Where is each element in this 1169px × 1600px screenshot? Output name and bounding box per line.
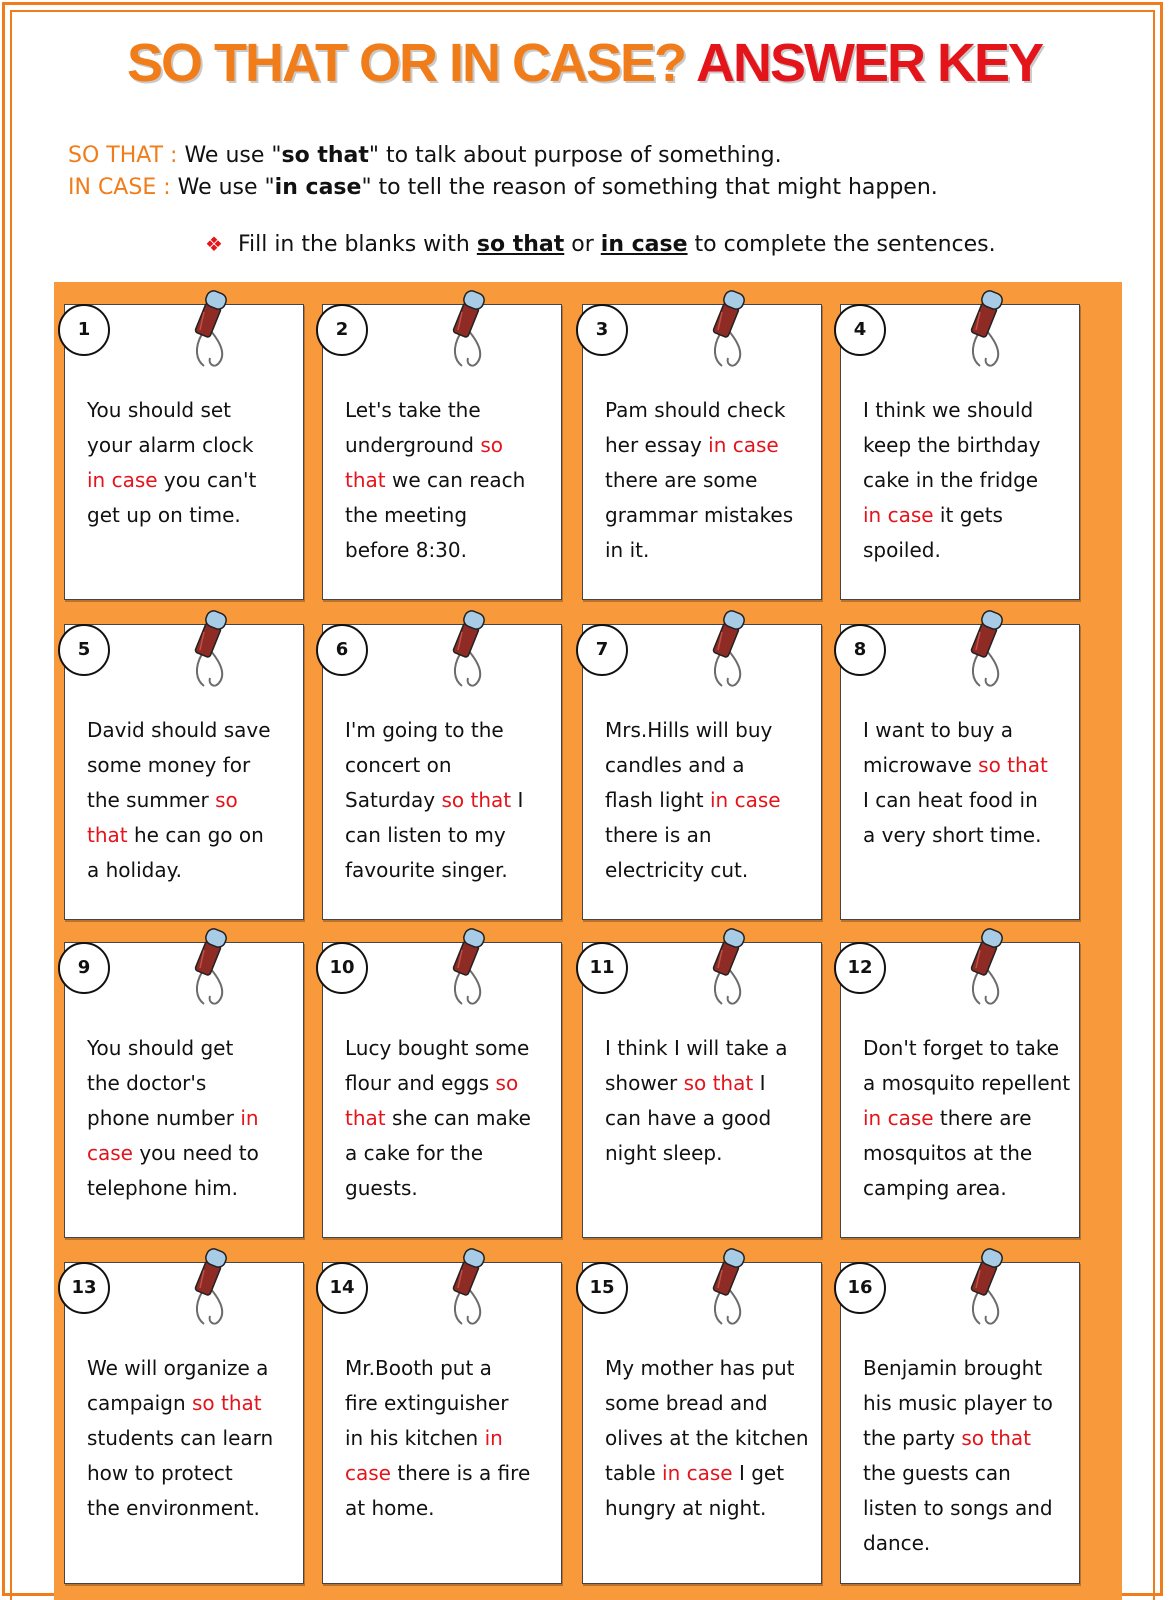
card-number-badge: 15 xyxy=(576,1262,628,1314)
sentence-line xyxy=(863,1101,1075,1136)
definition-text: We use " xyxy=(184,143,282,168)
sentence-line xyxy=(863,393,1075,428)
sentence-line xyxy=(863,1171,1075,1206)
answer-text: so that xyxy=(191,1391,262,1415)
answer-text: case xyxy=(345,1461,391,1485)
sentence-text: concert on xyxy=(345,753,452,777)
sentence-text: We will organize a xyxy=(87,1356,269,1380)
card-sentence xyxy=(345,393,557,568)
definition-text: " to talk about purpose of something. xyxy=(368,143,782,168)
sentence-line xyxy=(863,1386,1075,1421)
instruction-text: to complete the sentences. xyxy=(694,232,996,257)
sentence-text: the doctor's xyxy=(87,1071,207,1095)
pushpin-icon xyxy=(958,610,1012,690)
card-number-badge: 6 xyxy=(316,624,368,676)
answer-text: that xyxy=(345,468,386,492)
card-number-badge: 2 xyxy=(316,304,368,356)
sentence-text: Let's take the xyxy=(345,398,481,422)
card-sentence xyxy=(605,713,817,888)
sentence-text: microwave xyxy=(863,753,979,777)
sentence-line xyxy=(863,1351,1075,1386)
card-number-badge: 16 xyxy=(834,1262,886,1314)
pushpin-icon xyxy=(440,610,494,690)
sentence-text: her essay xyxy=(605,433,709,457)
sentence-text: I xyxy=(753,1071,766,1095)
sentence-text: in it. xyxy=(605,538,650,562)
definition-keyword: in case xyxy=(274,175,362,200)
sentence-line xyxy=(87,1456,299,1491)
sentence-text: hungry at night. xyxy=(605,1496,767,1520)
sentence-line xyxy=(863,1031,1075,1066)
instruction-option-so-that: so that xyxy=(476,232,565,257)
sentence-line xyxy=(863,1526,1075,1561)
card-sentence xyxy=(605,1351,817,1526)
sentence-text: underground xyxy=(345,433,481,457)
sentence-line xyxy=(605,1386,817,1421)
sentence-line xyxy=(87,1386,299,1421)
card-number-badge: 14 xyxy=(316,1262,368,1314)
sentence-line xyxy=(345,1101,557,1136)
sentence-text: spoiled. xyxy=(863,538,941,562)
sentence-line xyxy=(87,853,299,888)
sentence-text: Benjamin brought xyxy=(863,1356,1043,1380)
sentence-text: you can't xyxy=(157,468,257,492)
sentence-line xyxy=(87,1066,299,1101)
card-number-badge: 5 xyxy=(58,624,110,676)
sentence-line xyxy=(863,1066,1075,1101)
sentence-line xyxy=(87,1421,299,1456)
sentence-text: some bread and xyxy=(605,1391,768,1415)
definition-so-that xyxy=(68,143,782,168)
card-number-badge: 12 xyxy=(834,942,886,994)
sentence-line xyxy=(345,1066,557,1101)
definition-keyword: so that xyxy=(281,143,369,168)
answer-text: so xyxy=(495,1071,519,1095)
sentence-line xyxy=(87,783,299,818)
answer-text: in xyxy=(484,1426,503,1450)
sentence-line xyxy=(87,498,299,533)
instruction-text: or xyxy=(571,232,594,257)
title-question: SO THAT OR IN CASE? xyxy=(126,33,685,93)
card-number-badge: 4 xyxy=(834,304,886,356)
answer-text: in xyxy=(240,1106,259,1130)
sentence-line xyxy=(863,1136,1075,1171)
sentence-text: Mrs.Hills will buy xyxy=(605,718,773,742)
card-number-badge: 7 xyxy=(576,624,628,676)
sentence-text: mosquitos at the xyxy=(863,1141,1033,1165)
sentence-text: olives at the kitchen xyxy=(605,1426,809,1450)
answer-text: in case xyxy=(87,468,158,492)
sentence-text: dance. xyxy=(863,1531,931,1555)
sentence-text: Saturday xyxy=(345,788,442,812)
sentence-line xyxy=(863,463,1075,498)
sentence-text: You should set xyxy=(87,398,232,422)
answer-text: so xyxy=(480,433,503,457)
answer-text: in case xyxy=(863,1106,934,1130)
sentence-line xyxy=(345,533,557,568)
sentence-text: his music player to xyxy=(863,1391,1053,1415)
sentence-line xyxy=(863,818,1075,853)
sentence-text: you need to xyxy=(132,1141,259,1165)
sentence-line xyxy=(87,748,299,783)
card-sentence xyxy=(345,1031,557,1206)
sentence-text: the guests can xyxy=(863,1461,1011,1485)
sentence-text: there is a fire xyxy=(390,1461,531,1485)
sentence-line xyxy=(605,428,817,463)
sentence-text: the party xyxy=(863,1426,962,1450)
definition-label: SO THAT : xyxy=(68,143,178,168)
sentence-line xyxy=(863,1456,1075,1491)
pushpin-icon xyxy=(700,928,754,1008)
sentence-line xyxy=(605,393,817,428)
sentence-text: she can make xyxy=(385,1106,531,1130)
sentence-line xyxy=(863,1491,1075,1526)
sentence-line xyxy=(863,748,1075,783)
sentence-text: Don't forget to take xyxy=(863,1036,1060,1060)
pushpin-icon xyxy=(700,610,754,690)
sentence-line xyxy=(87,428,299,463)
sentence-text: cake in the fridge xyxy=(863,468,1039,492)
sentence-text: I get xyxy=(732,1461,785,1485)
sentence-text: favourite singer. xyxy=(345,858,508,882)
sentence-line xyxy=(605,1351,817,1386)
card-sentence xyxy=(863,393,1075,568)
sentence-text: David should save xyxy=(87,718,271,742)
sentence-text: get up on time. xyxy=(87,503,241,527)
card-sentence xyxy=(863,1031,1075,1206)
sentence-text: I think I will take a xyxy=(605,1036,788,1060)
cork-board xyxy=(54,282,1122,1600)
answer-text: that xyxy=(345,1106,386,1130)
sentence-line xyxy=(605,818,817,853)
sentence-line xyxy=(863,498,1075,533)
sentence-text: Mr.Booth put a xyxy=(345,1356,492,1380)
sentence-text: the environment. xyxy=(87,1496,260,1520)
sentence-text: Lucy bought some xyxy=(345,1036,530,1060)
instruction xyxy=(205,232,996,257)
sentence-text: your alarm clock xyxy=(87,433,254,457)
pushpin-icon xyxy=(440,290,494,370)
sentence-line xyxy=(605,1456,817,1491)
card-sentence xyxy=(605,393,817,568)
sentence-line xyxy=(345,1171,557,1206)
sentence-line xyxy=(605,713,817,748)
sentence-line xyxy=(87,1101,299,1136)
sentence-line xyxy=(345,1456,557,1491)
sentence-text: telephone him. xyxy=(87,1176,239,1200)
sentence-line xyxy=(87,1031,299,1066)
sentence-text: I'm going to the xyxy=(345,718,504,742)
sentence-text: a mosquito repellent xyxy=(863,1071,1071,1095)
sentence-line xyxy=(345,1351,557,1386)
sentence-line xyxy=(87,393,299,428)
sentence-text: can listen to my xyxy=(345,823,506,847)
sentence-text: in his kitchen xyxy=(345,1426,485,1450)
sentence-text: there is an xyxy=(605,823,712,847)
sentence-line xyxy=(345,1421,557,1456)
sentence-text: I want to buy a xyxy=(863,718,1013,742)
sentence-text: shower xyxy=(605,1071,684,1095)
card-number-badge: 8 xyxy=(834,624,886,676)
sentence-line xyxy=(605,748,817,783)
card-sentence xyxy=(87,393,299,533)
sentence-line xyxy=(863,533,1075,568)
sentence-text: table xyxy=(605,1461,663,1485)
pushpin-icon xyxy=(700,290,754,370)
card-sentence xyxy=(87,713,299,888)
sentence-text: flour and eggs xyxy=(345,1071,496,1095)
sentence-line xyxy=(87,713,299,748)
sentence-text: I xyxy=(511,788,524,812)
sentence-line xyxy=(345,853,557,888)
sentence-text: some money for xyxy=(87,753,251,777)
sentence-text: grammar mistakes xyxy=(605,503,794,527)
sentence-text: campaign xyxy=(87,1391,192,1415)
sentence-line xyxy=(605,1421,817,1456)
sentence-text: You should get xyxy=(87,1036,234,1060)
sentence-line xyxy=(345,748,557,783)
card-number-badge: 3 xyxy=(576,304,628,356)
answer-text: so that xyxy=(441,788,512,812)
card-sentence xyxy=(345,713,557,888)
pushpin-icon xyxy=(182,928,236,1008)
sentence-text: can have a good xyxy=(605,1106,772,1130)
card-sentence xyxy=(605,1031,817,1171)
sentence-text: I think we should xyxy=(863,398,1034,422)
sentence-text: night sleep. xyxy=(605,1141,723,1165)
answer-text: so that xyxy=(683,1071,754,1095)
sentence-text: keep the birthday xyxy=(863,433,1041,457)
sentence-text: camping area. xyxy=(863,1176,1007,1200)
pushpin-icon xyxy=(700,1248,754,1328)
sentence-text: a very short time. xyxy=(863,823,1042,847)
card-number-badge: 1 xyxy=(58,304,110,356)
sentence-line xyxy=(87,818,299,853)
answer-text: that xyxy=(87,823,128,847)
sentence-text: My mother has put xyxy=(605,1356,795,1380)
sentence-line xyxy=(345,393,557,428)
instruction-text: Fill in the blanks with xyxy=(237,232,470,257)
sentence-text: students can learn xyxy=(87,1426,274,1450)
sentence-text: the summer xyxy=(87,788,216,812)
sentence-text: we can reach xyxy=(385,468,526,492)
sentence-line xyxy=(605,1491,817,1526)
definition-text: " to tell the reason of something that might happen. xyxy=(361,175,938,200)
sentence-text: I can heat food in xyxy=(863,788,1038,812)
sentence-line xyxy=(605,783,817,818)
sentence-line xyxy=(863,783,1075,818)
pushpin-icon xyxy=(958,928,1012,1008)
sentence-text: Pam should check xyxy=(605,398,786,422)
card-number-badge: 13 xyxy=(58,1262,110,1314)
pushpin-icon xyxy=(440,1248,494,1328)
sentence-line xyxy=(605,498,817,533)
sentence-line xyxy=(87,1351,299,1386)
pushpin-icon xyxy=(958,290,1012,370)
pushpin-icon xyxy=(182,610,236,690)
answer-text: so xyxy=(215,788,238,812)
sentence-line xyxy=(605,1031,817,1066)
sentence-text: he can go on xyxy=(127,823,264,847)
answer-text: so that xyxy=(961,1426,1032,1450)
sentence-text: phone number xyxy=(87,1106,241,1130)
sentence-text: listen to songs and xyxy=(863,1496,1053,1520)
sentence-line xyxy=(345,783,557,818)
pushpin-icon xyxy=(182,1248,236,1328)
answer-text: in case xyxy=(708,433,779,457)
title-answer-key: ANSWER KEY xyxy=(695,33,1043,93)
sentence-line xyxy=(863,428,1075,463)
sentence-text: there are xyxy=(933,1106,1032,1130)
pushpin-icon xyxy=(440,928,494,1008)
sentence-line xyxy=(605,463,817,498)
diamond-bullet-icon: ❖ xyxy=(205,232,223,256)
sentence-line xyxy=(87,1491,299,1526)
sentence-line xyxy=(605,853,817,888)
answer-text: case xyxy=(87,1141,133,1165)
sentence-text: at home. xyxy=(345,1496,435,1520)
sentence-line xyxy=(345,713,557,748)
sentence-line xyxy=(87,463,299,498)
sentence-line xyxy=(605,1066,817,1101)
sentence-line xyxy=(605,1101,817,1136)
sentence-text: a cake for the xyxy=(345,1141,484,1165)
sentence-line xyxy=(345,1491,557,1526)
sentence-text: electricity cut. xyxy=(605,858,749,882)
definition-in-case xyxy=(68,175,938,200)
sentence-text: a holiday. xyxy=(87,858,182,882)
sentence-line xyxy=(345,428,557,463)
sentence-text: fire extinguisher xyxy=(345,1391,509,1415)
answer-text: in case xyxy=(863,503,934,527)
card-sentence xyxy=(87,1351,299,1526)
answer-text: in case xyxy=(710,788,781,812)
pushpin-icon xyxy=(182,290,236,370)
card-sentence xyxy=(345,1351,557,1526)
card-number-badge: 9 xyxy=(58,942,110,994)
sentence-line xyxy=(345,498,557,533)
page-title xyxy=(0,32,1169,94)
card-sentence xyxy=(863,1351,1075,1561)
sentence-line xyxy=(345,818,557,853)
card-number-badge: 10 xyxy=(316,942,368,994)
card-sentence xyxy=(87,1031,299,1206)
card-number-badge: 11 xyxy=(576,942,628,994)
definition-text: We use " xyxy=(177,175,275,200)
sentence-text: there are some xyxy=(605,468,758,492)
sentence-line xyxy=(345,463,557,498)
definition-label: IN CASE : xyxy=(68,175,171,200)
sentence-line xyxy=(863,713,1075,748)
sentence-text: the meeting xyxy=(345,503,468,527)
sentence-line xyxy=(345,1136,557,1171)
sentence-text: flash light xyxy=(605,788,710,812)
sentence-text: guests. xyxy=(345,1176,418,1200)
sentence-line xyxy=(87,1171,299,1206)
sentence-text: before 8:30. xyxy=(345,538,467,562)
sentence-line xyxy=(863,1421,1075,1456)
instruction-option-in-case: in case xyxy=(600,232,688,257)
sentence-line xyxy=(605,533,817,568)
sentence-line xyxy=(87,1136,299,1171)
sentence-line xyxy=(345,1031,557,1066)
card-sentence xyxy=(863,713,1075,853)
answer-text: so that xyxy=(978,753,1048,777)
sentence-text: it gets xyxy=(933,503,1003,527)
sentence-line xyxy=(345,1386,557,1421)
answer-text: in case xyxy=(662,1461,733,1485)
sentence-text: candles and a xyxy=(605,753,745,777)
sentence-line xyxy=(605,1136,817,1171)
pushpin-icon xyxy=(958,1248,1012,1328)
sentence-text: how to protect xyxy=(87,1461,233,1485)
